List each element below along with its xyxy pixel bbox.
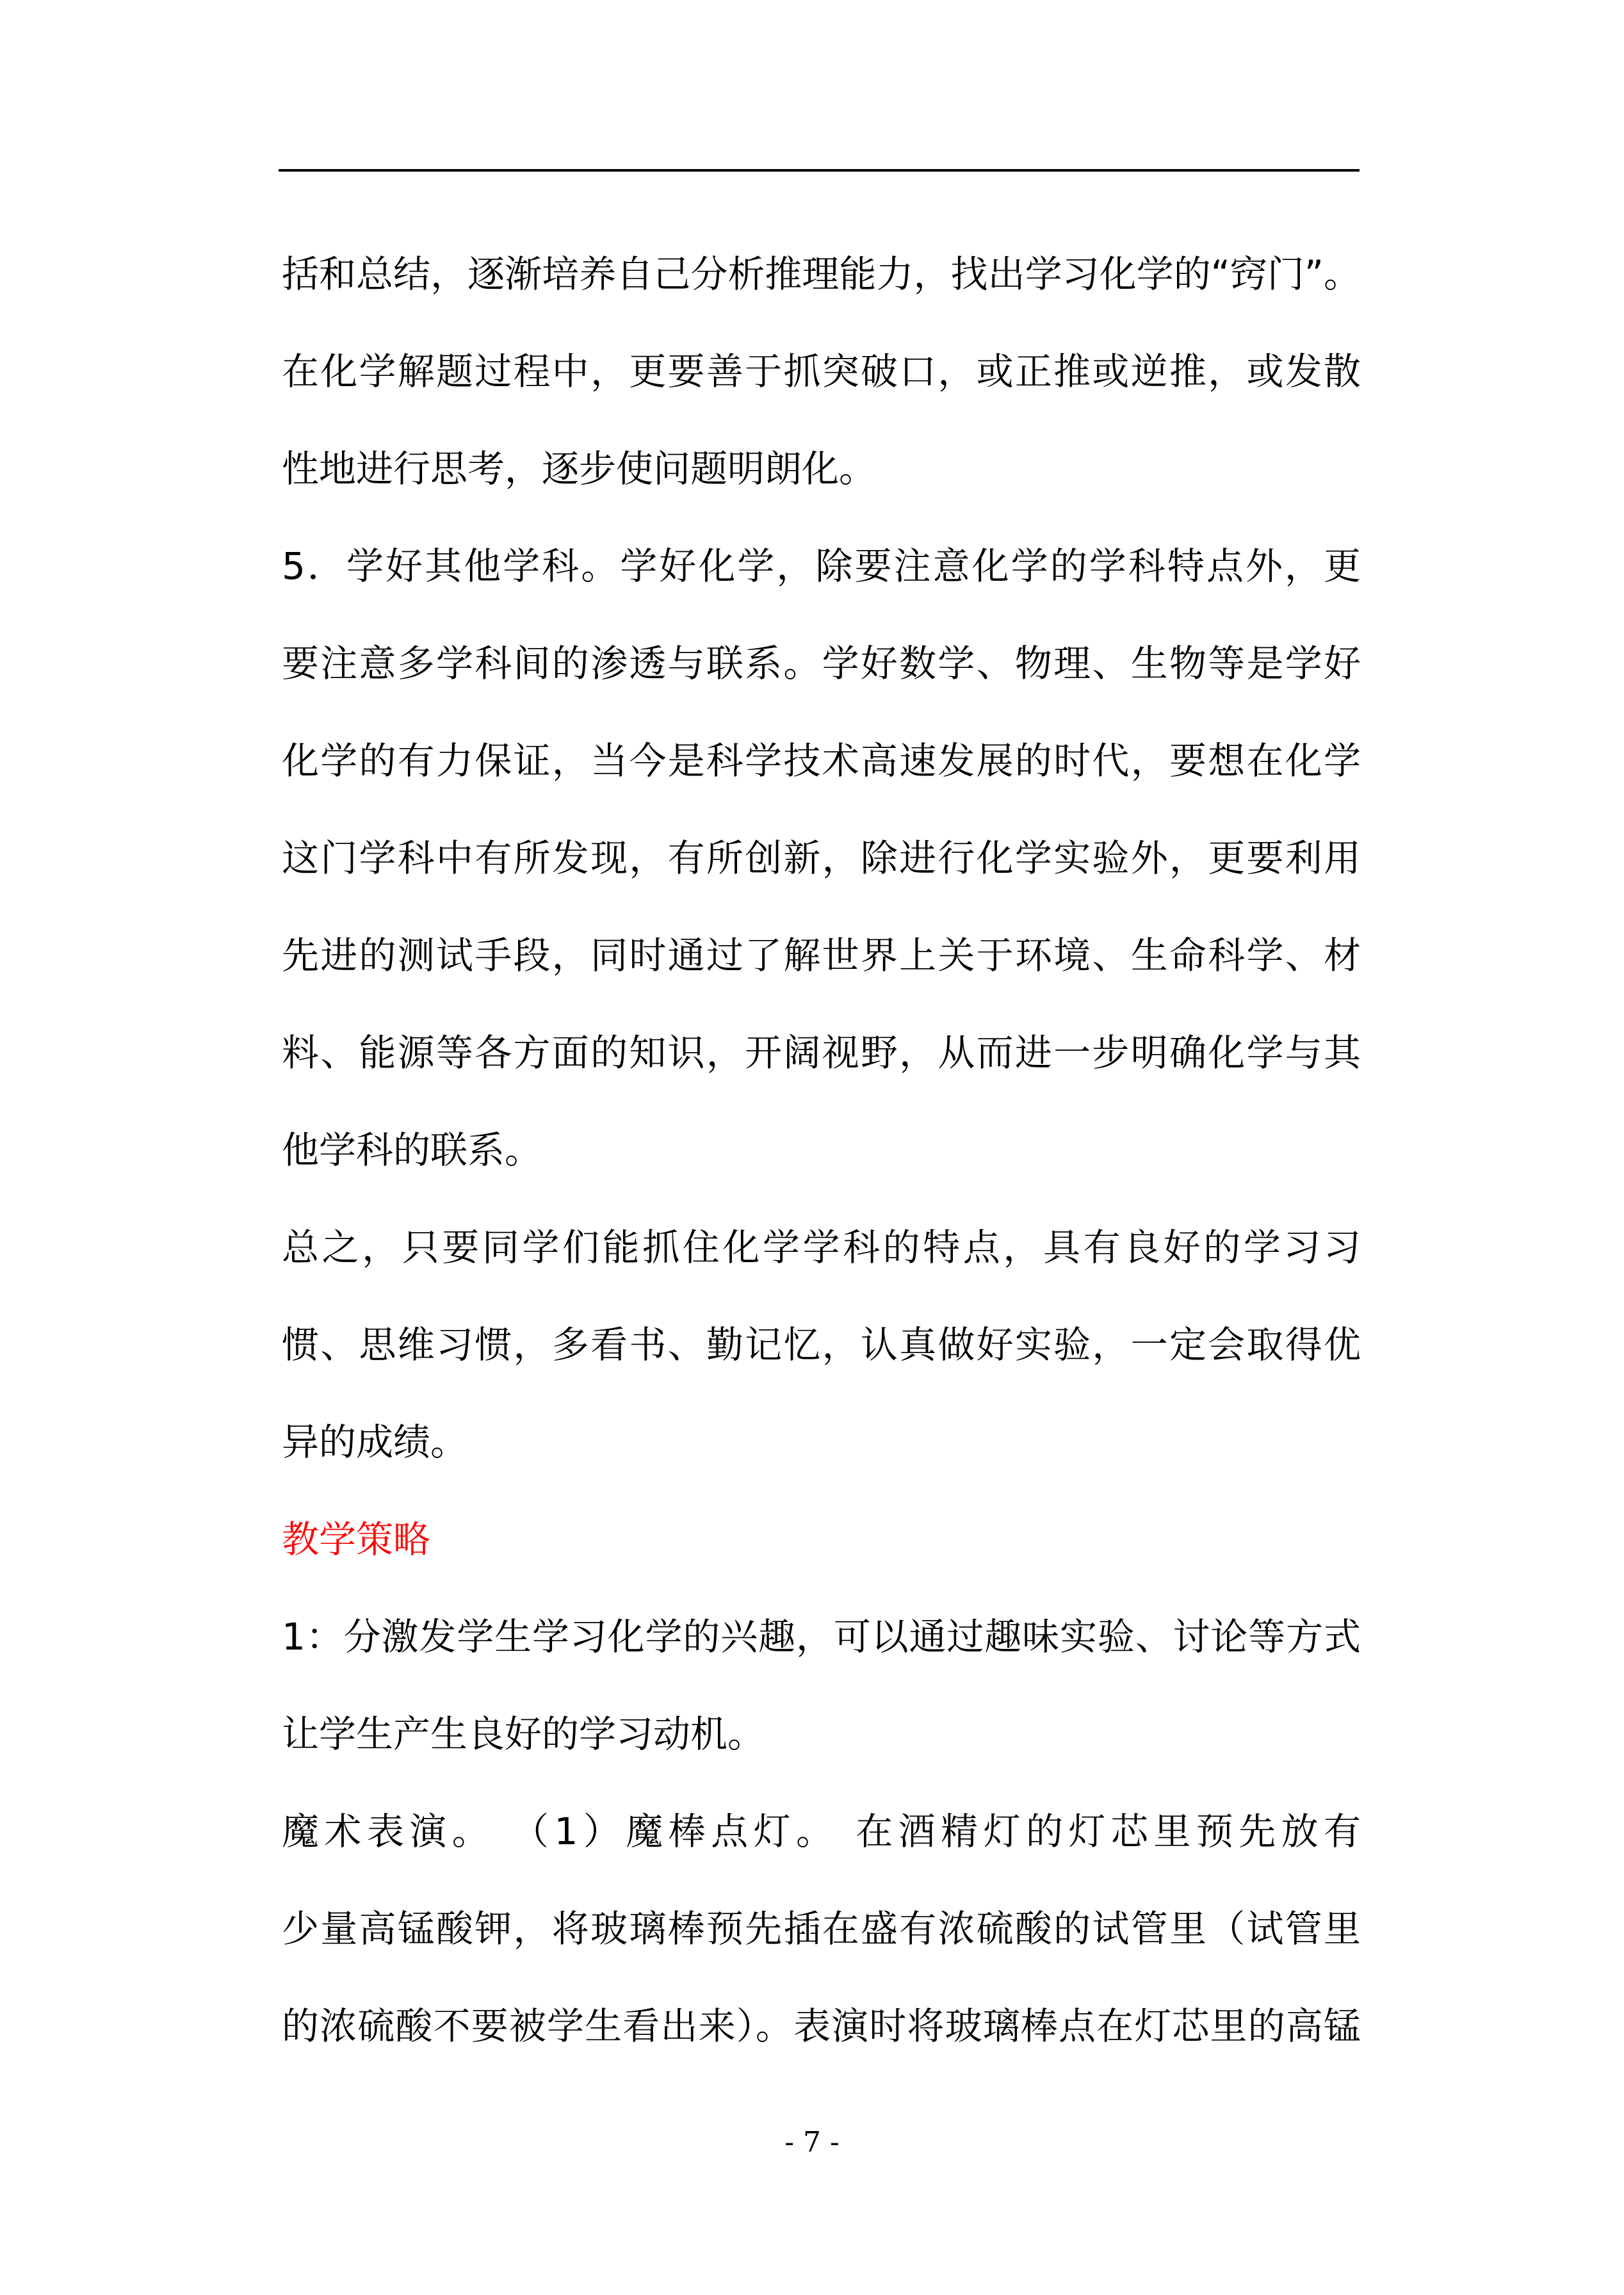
section-heading: 教学策略 bbox=[282, 1518, 431, 1561]
header-rule bbox=[279, 169, 1360, 172]
text-line: 化学的有力保证，当今是科学技术高速发展的时代，要想在化学 bbox=[282, 739, 1361, 783]
text-line: 要注意多学科间的渗透与联系。学好数学、物理、生物等是学好 bbox=[282, 642, 1361, 685]
text-line: 在化学解题过程中，更要善于抓突破口，或正推或逆推，或发散 bbox=[282, 350, 1361, 393]
text-line: 性地进行思考，逐步使问题明朗化。 bbox=[282, 447, 877, 491]
text-line: 1：分激发学生学习化学的兴趣，可以通过趣味实验、讨论等方式 bbox=[282, 1615, 1361, 1658]
text-line: 料、能源等各方面的知识，开阔视野，从而进一步明确化学与其 bbox=[282, 1031, 1361, 1075]
text-line: 这门学科中有所发现，有所创新，除进行化学实验外，更要利用 bbox=[282, 836, 1361, 880]
page-number: - 7 - bbox=[784, 2126, 840, 2159]
text-line: 少量高锰酸钾，将玻璃棒预先插在盛有浓硫酸的试管里（试管里 bbox=[282, 1907, 1361, 1950]
text-line: 惯、思维习惯，多看书、勤记忆，认真做好实验，一定会取得优 bbox=[282, 1323, 1361, 1366]
text-line: 他学科的联系。 bbox=[282, 1128, 542, 1172]
text-line: 先进的测试手段，同时通过了解世界上关于环境、生命科学、材 bbox=[282, 934, 1361, 977]
text-line: 让学生产生良好的学习动机。 bbox=[282, 1712, 765, 1756]
text-line: 魔术表演。 （1）魔棒点灯。 在酒精灯的灯芯里预先放有 bbox=[282, 1810, 1361, 1853]
text-line: 的浓硫酸不要被学生看出来）。表演时将玻璃棒点在灯芯里的高锰 bbox=[282, 2004, 1361, 2048]
text-line: 括和总结，逐渐培养自己分析推理能力，找出学习化学的“窍门”。 bbox=[282, 252, 1361, 296]
text-line: 5．学好其他学科。学好化学，除要注意化学的学科特点外，更 bbox=[282, 544, 1361, 588]
text-line: 异的成绩。 bbox=[282, 1420, 468, 1464]
text-line: 总之，只要同学们能抓住化学学科的特点，具有良好的学习习 bbox=[282, 1226, 1361, 1269]
